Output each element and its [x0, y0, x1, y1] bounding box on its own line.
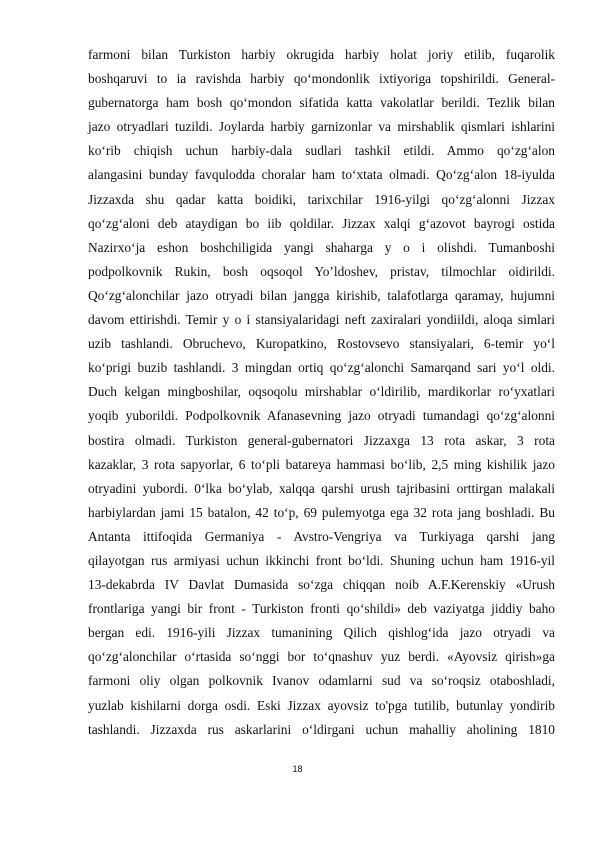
text-line: qilayotgan rus armiyasi uchun ikkinchi front bo‘ldi. Shuning uchun ham 1916-yil: [88, 552, 555, 568]
text-line: farmoni bilan Turkiston harbiy okrugida harbiy holat joriy etilib, fuqarolik: [88, 47, 555, 62]
text-line: qo‘zg‘alonchilar o‘rtasida so‘nggi bor to‘qnashuv yuz berdi. «Ayovsiz qirish»ga: [88, 649, 555, 665]
text-line: frontlariga yangi bir front - Turkiston fronti qo‘shildi» deb vaziyatga jiddiy baho: [88, 601, 555, 617]
text-line: bostira olmadi. Turkiston general-gubernatori Jizzaxga 13 rota askar, 3 rota: [88, 432, 555, 448]
text-line: ko‘rib chiqish uchun harbiy-dala sudlari tashkil etildi. Ammo qo‘zg‘alon: [88, 143, 555, 159]
text-line: Jizzaxda shu qadar katta boidiki, tarixchilar 1916-yilgi qo‘zg‘alonni Jizzax: [88, 191, 555, 207]
text-line: farmoni oliy olgan polkovnik Ivanov odamlarni sud va so‘roqsiz otaboshladi,: [88, 673, 555, 689]
text-line: 13-dekabrda IV Davlat Dumasida so‘zga chiqqan noib A.F.Kerenskiy «Urush: [88, 577, 555, 593]
text-line: jazo otryadlari tuzildi. Joylarda harbiy garnizonlar va mirshablik qismlari ishlarini: [88, 119, 555, 135]
text-line: harbiylardan jami 15 batalon, 42 to‘p, 69 pulemyotga ega 32 rota jang boshladi. Bu: [88, 504, 555, 520]
text-line: Antanta ittifoqida Germaniya - Avstro-Vengriya va Turkiyaga qarshi jang: [88, 528, 555, 544]
text-line: gubernatorga ham bosh qo‘mondon sifatida katta vakolatlar berildi. Tezlik bilan: [88, 95, 555, 111]
text-line: Qo‘zg‘alonchilar jazo otryadi bilan jangga kirishib, talafotlarga qaramay, hujumni: [88, 287, 555, 303]
text-line: Duch kelgan mingboshilar, oqsoqolu mirshablar o‘ldirilib, mardikorlar ro‘yxatlari: [88, 384, 555, 400]
text-line: kazaklar, 3 rota sapyorlar, 6 to‘pli batareya hammasi bo‘lib, 2,5 ming kishilik jazo: [88, 456, 555, 472]
text-line: ko‘prigi buzib tashlandi. 3 mingdan ortiq qo‘zg‘alonchi Samarqand sari yo‘l oldi.: [88, 360, 555, 376]
text-line: otryadini yubordi. 0‘lka bo‘ylab, xalqqa qarshi urush tajribasini orttirgan malakali: [88, 480, 555, 496]
body-text: [88, 43, 555, 742]
page-number: 18: [292, 764, 303, 774]
text-line: alangasini bunday favqulodda choralar ham to‘xtata olmadi. Qo‘zg‘alon 18-iyulda: [88, 167, 555, 183]
text-line: davom ettirishdi. Temir y o i stansiyalaridagi neft zaxiralari yondiildi, aloqa simlari: [88, 312, 555, 328]
text-line: boshqaruvi to ia ravishda harbiy qo‘mondonlik ixtiyoriga topshirildi. General-: [88, 71, 555, 87]
text-line: tashlandi. Jizzaxda rus askarlarini o‘ldirgani uchun mahalliy aholining 1810: [88, 721, 555, 737]
text-line: uzib tashlandi. Obruchevo, Kuropatkino, Rostovsevo stansiyalari, 6-temir yo‘l: [88, 336, 555, 352]
text-line: bergan edi. 1916-yili Jizzax tumanining Qilich qishlog‘ida jazo otryadi va: [88, 625, 555, 641]
text-line: podpolkovnik Rukin, bosh oqsoqol Yo’ldoshev, pristav, tilmochlar oidirildi.: [88, 263, 555, 279]
text-line: yoqib yuborildi. Podpolkovnik Afanasevning jazo otryadi tumandagi qo‘zg‘alonni: [88, 408, 555, 424]
text-line: yuzlab kishilarni dorga osdi. Eski Jizzax ayovsiz to'pga tutilib, butunlay yondirib: [88, 697, 555, 713]
text-line: qo‘zg‘aloni deb ataydigan bo iib qoldilar. Jizzax xalqi g‘azovot bayrogi ostida: [88, 215, 555, 231]
text-line: Nazirxo‘ja eshon boshchiligida yangi shaharga y o i olishdi. Tumanboshi: [88, 239, 555, 255]
